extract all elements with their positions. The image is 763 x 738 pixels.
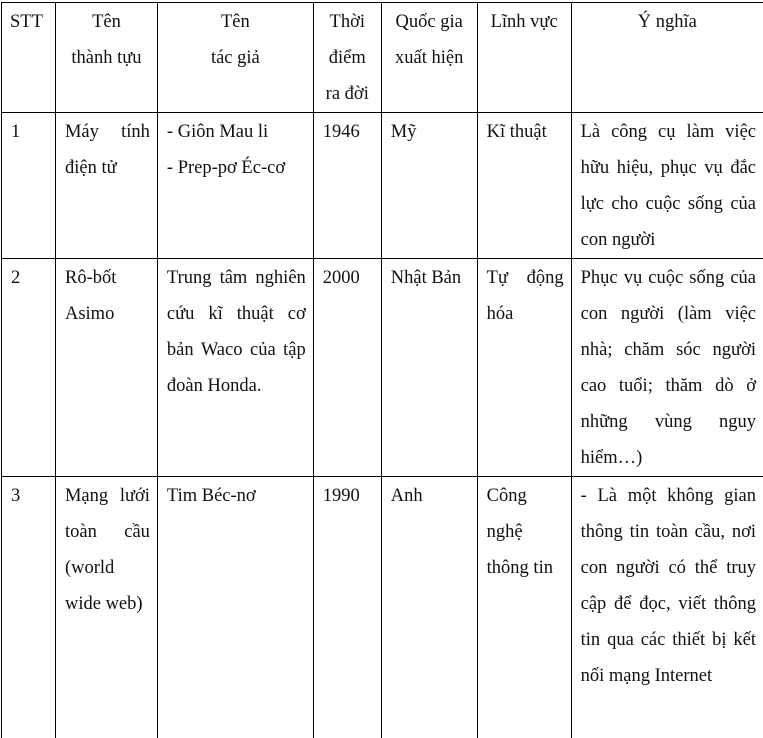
- cell-achievement: Máy tính điện tử: [55, 113, 157, 259]
- table-header-row: [2, 3, 763, 113]
- cell-achievement: Rô-bốt Asimo: [55, 259, 157, 477]
- header-significance: Ý nghĩa: [571, 3, 763, 113]
- cell-authors: Tim Béc-nơ: [157, 477, 313, 738]
- cell-year: 2000: [313, 259, 381, 477]
- cell-significance: Là công cụ làm việc hữu hiệu, phục vụ đắc lực cho cuộc sống của con người: [571, 113, 763, 259]
- cell-year: 1946: [313, 113, 381, 259]
- cell-authors: Trung tâm nghiên cứu kĩ thuật cơ bản Waco của tập đoàn Honda.: [157, 259, 313, 477]
- cell-authors: - Giôn Mau li - Prep-pơ Éc-cơ: [157, 113, 313, 259]
- cell-country: Anh: [381, 477, 477, 738]
- header-year: Thời điểm ra đời: [313, 3, 381, 113]
- cell-stt: 1: [2, 113, 56, 259]
- cell-stt: 3: [2, 477, 56, 738]
- document-page: [1, 2, 763, 738]
- cell-country: Mỹ: [381, 113, 477, 259]
- table-row: [2, 113, 763, 259]
- header-stt: STT: [2, 3, 56, 113]
- table-row: [2, 259, 763, 477]
- cell-field: Công nghệ thông tin: [477, 477, 571, 738]
- cell-stt: 2: [2, 259, 56, 477]
- cell-year: 1990: [313, 477, 381, 738]
- achievements-table: [1, 2, 763, 738]
- cell-significance: Phục vụ cuộc sống của con người (làm việc nhà; chăm sóc người cao tuổi; thăm dò ở những vùng nguy hiểm…): [571, 259, 763, 477]
- table-row: [2, 477, 763, 738]
- header-author-name: Tên tác giả: [157, 3, 313, 113]
- cell-achievement: Mạng lưới toàn cầu (world wide web): [55, 477, 157, 738]
- header-field: Lĩnh vực: [477, 3, 571, 113]
- cell-field: Tự động hóa: [477, 259, 571, 477]
- cell-significance: - Là một không gian thông tin toàn cầu, nơi con người có thể truy cập để đọc, viết thông tin qua các thiết bị kết nối mạng Internet: [571, 477, 763, 738]
- header-achievement-name: Tên thành tựu: [55, 3, 157, 113]
- cell-country: Nhật Bản: [381, 259, 477, 477]
- header-country: Quốc gia xuất hiện: [381, 3, 477, 113]
- cell-field: Kĩ thuật: [477, 113, 571, 259]
